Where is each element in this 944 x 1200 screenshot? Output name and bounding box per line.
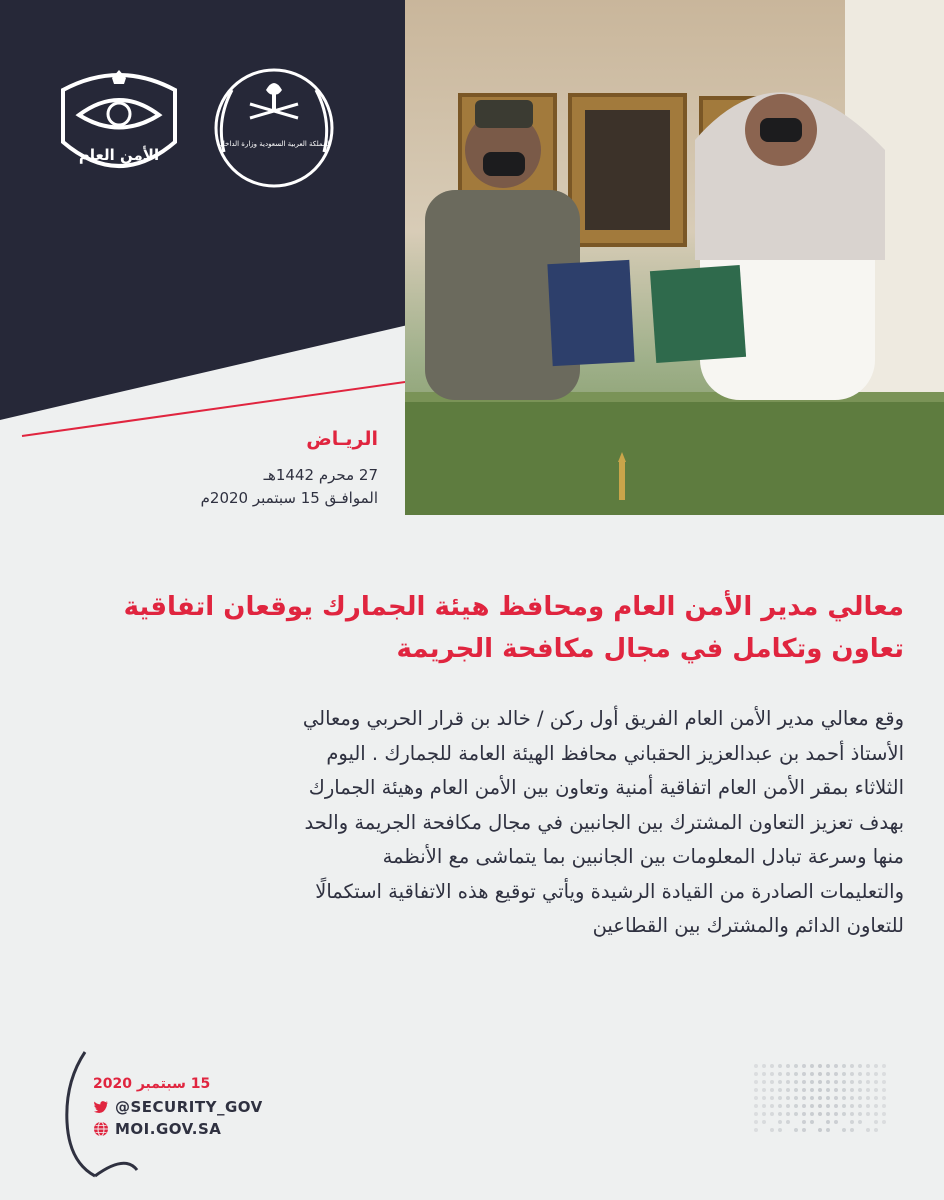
pattern-dot bbox=[850, 1104, 854, 1108]
pattern-dot bbox=[794, 1088, 798, 1092]
pattern-dot bbox=[882, 1088, 886, 1092]
pattern-dot bbox=[770, 1064, 774, 1068]
public-security-logo bbox=[55, 60, 183, 188]
pattern-dot bbox=[826, 1064, 830, 1068]
pattern-dot bbox=[770, 1096, 774, 1100]
pattern-dot bbox=[882, 1104, 886, 1108]
pattern-dot bbox=[858, 1088, 862, 1092]
pattern-dot bbox=[826, 1120, 830, 1124]
pattern-dot bbox=[882, 1096, 886, 1100]
headline-line-1: معالي مدير الأمن العام ومحافظ هيئة الجمارك يوقعان اتفاقية bbox=[123, 592, 904, 622]
pattern-dot bbox=[842, 1080, 846, 1084]
pattern-dot bbox=[770, 1088, 774, 1092]
pattern-dot bbox=[842, 1096, 846, 1100]
pattern-dot bbox=[850, 1088, 854, 1092]
pattern-dot bbox=[866, 1096, 870, 1100]
pattern-dot bbox=[874, 1112, 878, 1116]
pattern-dot bbox=[754, 1120, 758, 1124]
pattern-dot bbox=[794, 1064, 798, 1068]
website-row[interactable] bbox=[93, 1120, 221, 1138]
pattern-dot bbox=[826, 1080, 830, 1084]
body-line: والتعليمات الصادرة من القيادة الرشيدة ويأتي توقيع هذه الاتفاقية استكمالًا bbox=[315, 879, 904, 903]
pattern-dot bbox=[754, 1088, 758, 1092]
body-line: منها وسرعة تبادل المعلومات بين الجانبين بما يتماشى مع الأنظمة bbox=[382, 845, 904, 868]
pattern-dot bbox=[810, 1064, 814, 1068]
pattern-dot bbox=[858, 1112, 862, 1116]
pattern-dot bbox=[802, 1096, 806, 1100]
headline bbox=[40, 586, 904, 670]
pattern-dot bbox=[874, 1128, 878, 1132]
pattern-dot bbox=[802, 1112, 806, 1116]
pattern-dot bbox=[794, 1104, 798, 1108]
pattern-dot bbox=[762, 1088, 766, 1092]
pattern-dot bbox=[770, 1112, 774, 1116]
pattern-dot bbox=[810, 1096, 814, 1100]
pattern-dot bbox=[834, 1120, 838, 1124]
pattern-dot bbox=[802, 1088, 806, 1092]
photo-illustration bbox=[405, 0, 944, 515]
pattern-dot bbox=[842, 1128, 846, 1132]
pattern-dot bbox=[786, 1088, 790, 1092]
pattern-dot bbox=[786, 1096, 790, 1100]
twitter-icon bbox=[93, 1099, 109, 1115]
gregorian-date: الموافـق 15 سبتمبر 2020م bbox=[200, 489, 378, 507]
decorative-dot-pattern bbox=[752, 1062, 892, 1134]
pattern-dot bbox=[834, 1096, 838, 1100]
pattern-dot bbox=[826, 1072, 830, 1076]
pattern-dot bbox=[786, 1080, 790, 1084]
pattern-dot bbox=[826, 1088, 830, 1092]
pattern-dot bbox=[858, 1064, 862, 1068]
pattern-dot bbox=[778, 1112, 782, 1116]
pattern-dot bbox=[754, 1096, 758, 1100]
hijri-date: 27 محرم 1442هـ bbox=[263, 466, 378, 484]
headline-line-2: تعاون وتكامل في مجال مكافحة الجريمة bbox=[396, 634, 904, 664]
globe-icon bbox=[93, 1121, 109, 1137]
pattern-dot bbox=[850, 1112, 854, 1116]
pattern-dot bbox=[874, 1088, 878, 1092]
footer-date: 15 سبتمبر 2020 bbox=[93, 1076, 211, 1092]
pattern-dot bbox=[778, 1072, 782, 1076]
pattern-dot bbox=[810, 1104, 814, 1108]
pattern-dot bbox=[818, 1112, 822, 1116]
pattern-dot bbox=[866, 1088, 870, 1092]
pattern-dot bbox=[810, 1120, 814, 1124]
pattern-dot bbox=[826, 1104, 830, 1108]
article-body bbox=[40, 702, 904, 944]
pattern-dot bbox=[778, 1064, 782, 1068]
pattern-dot bbox=[826, 1128, 830, 1132]
pattern-dot bbox=[754, 1080, 758, 1084]
pattern-dot bbox=[858, 1096, 862, 1100]
pattern-dot bbox=[874, 1120, 878, 1124]
pattern-dot bbox=[882, 1072, 886, 1076]
pattern-dot bbox=[818, 1088, 822, 1092]
pattern-dot bbox=[850, 1096, 854, 1100]
pattern-dot bbox=[778, 1096, 782, 1100]
pattern-dot bbox=[818, 1096, 822, 1100]
pattern-dot bbox=[794, 1096, 798, 1100]
pattern-dot bbox=[874, 1096, 878, 1100]
body-line: بهدف تعزيز التعاون المشترك بين الجانبين في مجال مكافحة الجريمة والحد bbox=[304, 810, 904, 834]
body-line: الثلاثاء بمقر الأمن العام اتفاقية أمنية وتعاون بين الأمن العام وهيئة الجمارك bbox=[308, 776, 904, 799]
pattern-dot bbox=[810, 1080, 814, 1084]
pattern-dot bbox=[754, 1072, 758, 1076]
pattern-dot bbox=[858, 1104, 862, 1108]
pattern-dot bbox=[810, 1072, 814, 1076]
pattern-dot bbox=[762, 1080, 766, 1084]
pattern-dot bbox=[802, 1064, 806, 1068]
pattern-dot bbox=[882, 1112, 886, 1116]
pattern-dot bbox=[858, 1072, 862, 1076]
pattern-dot bbox=[786, 1104, 790, 1108]
pattern-dot bbox=[762, 1064, 766, 1068]
ministry-emblem-text: المملكة العربية السعودية وزارة الداخلية bbox=[216, 140, 332, 148]
pattern-dot bbox=[794, 1072, 798, 1076]
location-label: الريـاض bbox=[306, 428, 378, 450]
pattern-dot bbox=[882, 1120, 886, 1124]
pattern-dot bbox=[770, 1072, 774, 1076]
pattern-dot bbox=[842, 1072, 846, 1076]
pattern-dot bbox=[866, 1080, 870, 1084]
pattern-dot bbox=[874, 1072, 878, 1076]
pattern-dot bbox=[826, 1112, 830, 1116]
pattern-dot bbox=[778, 1104, 782, 1108]
pattern-dot bbox=[778, 1128, 782, 1132]
pattern-dot bbox=[762, 1104, 766, 1108]
pattern-dot bbox=[866, 1072, 870, 1076]
pattern-dot bbox=[786, 1112, 790, 1116]
pattern-dot bbox=[874, 1104, 878, 1108]
pattern-dot bbox=[842, 1088, 846, 1092]
pattern-dot bbox=[762, 1120, 766, 1124]
pattern-dot bbox=[850, 1064, 854, 1068]
pattern-dot bbox=[842, 1064, 846, 1068]
pattern-dot bbox=[770, 1104, 774, 1108]
pattern-dot bbox=[874, 1064, 878, 1068]
body-line: وقع معالي مدير الأمن العام الفريق أول ركن / خالد بن قرار الحربي ومعالي bbox=[302, 707, 904, 730]
pattern-dot bbox=[882, 1080, 886, 1084]
pattern-dot bbox=[834, 1072, 838, 1076]
pattern-dot bbox=[834, 1080, 838, 1084]
pattern-dot bbox=[786, 1064, 790, 1068]
pattern-dot bbox=[818, 1072, 822, 1076]
pattern-dot bbox=[802, 1104, 806, 1108]
pattern-dot bbox=[834, 1104, 838, 1108]
pattern-dot bbox=[818, 1064, 822, 1068]
twitter-handle-text: @SECURITY_GOV bbox=[115, 1098, 263, 1116]
pattern-dot bbox=[754, 1064, 758, 1068]
signing-ceremony-photo bbox=[405, 0, 944, 515]
pattern-dot bbox=[802, 1120, 806, 1124]
pattern-dot bbox=[762, 1096, 766, 1100]
pattern-dot bbox=[786, 1072, 790, 1076]
pattern-dot bbox=[770, 1128, 774, 1132]
pattern-dot bbox=[874, 1080, 878, 1084]
pattern-dot bbox=[794, 1112, 798, 1116]
pattern-dot bbox=[834, 1112, 838, 1116]
pattern-dot bbox=[850, 1072, 854, 1076]
pattern-dot bbox=[858, 1120, 862, 1124]
pattern-dot bbox=[786, 1120, 790, 1124]
pattern-dot bbox=[850, 1128, 854, 1132]
pattern-dot bbox=[802, 1128, 806, 1132]
pattern-dot bbox=[818, 1128, 822, 1132]
pattern-dot bbox=[834, 1064, 838, 1068]
pattern-dot bbox=[834, 1088, 838, 1092]
pattern-dot bbox=[866, 1112, 870, 1116]
pattern-dot bbox=[778, 1120, 782, 1124]
pattern-dot bbox=[850, 1080, 854, 1084]
pattern-dot bbox=[802, 1072, 806, 1076]
pattern-dot bbox=[826, 1096, 830, 1100]
pattern-dot bbox=[754, 1112, 758, 1116]
pattern-dot bbox=[858, 1080, 862, 1084]
public-security-logo-text: الأمن العام bbox=[78, 146, 160, 164]
pattern-dot bbox=[754, 1104, 758, 1108]
website-text: MOI.GOV.SA bbox=[115, 1120, 222, 1138]
pattern-dot bbox=[754, 1128, 758, 1132]
pattern-dot bbox=[794, 1128, 798, 1132]
pattern-dot bbox=[762, 1112, 766, 1116]
body-line: الأستاذ أحمد بن عبدالعزيز الحقباني محافظ الهيئة العامة للجمارك . اليوم bbox=[326, 741, 904, 765]
pattern-dot bbox=[802, 1080, 806, 1084]
pattern-dot bbox=[770, 1080, 774, 1084]
pattern-dot bbox=[866, 1128, 870, 1132]
body-line: للتعاون الدائم والمشترك بين القطاعين bbox=[592, 914, 904, 937]
ministry-emblem bbox=[206, 60, 342, 196]
pattern-dot bbox=[866, 1064, 870, 1068]
pattern-dot bbox=[842, 1104, 846, 1108]
pattern-dot bbox=[818, 1080, 822, 1084]
pattern-dot bbox=[850, 1120, 854, 1124]
pattern-dot bbox=[882, 1064, 886, 1068]
pattern-dot bbox=[810, 1088, 814, 1092]
twitter-handle-row[interactable] bbox=[93, 1098, 263, 1116]
pattern-dot bbox=[778, 1088, 782, 1092]
pattern-dot bbox=[866, 1104, 870, 1108]
pattern-dot bbox=[794, 1080, 798, 1084]
pattern-dot bbox=[842, 1112, 846, 1116]
pattern-dot bbox=[762, 1072, 766, 1076]
pattern-dot bbox=[810, 1112, 814, 1116]
pattern-dot bbox=[818, 1104, 822, 1108]
pattern-dot bbox=[778, 1080, 782, 1084]
